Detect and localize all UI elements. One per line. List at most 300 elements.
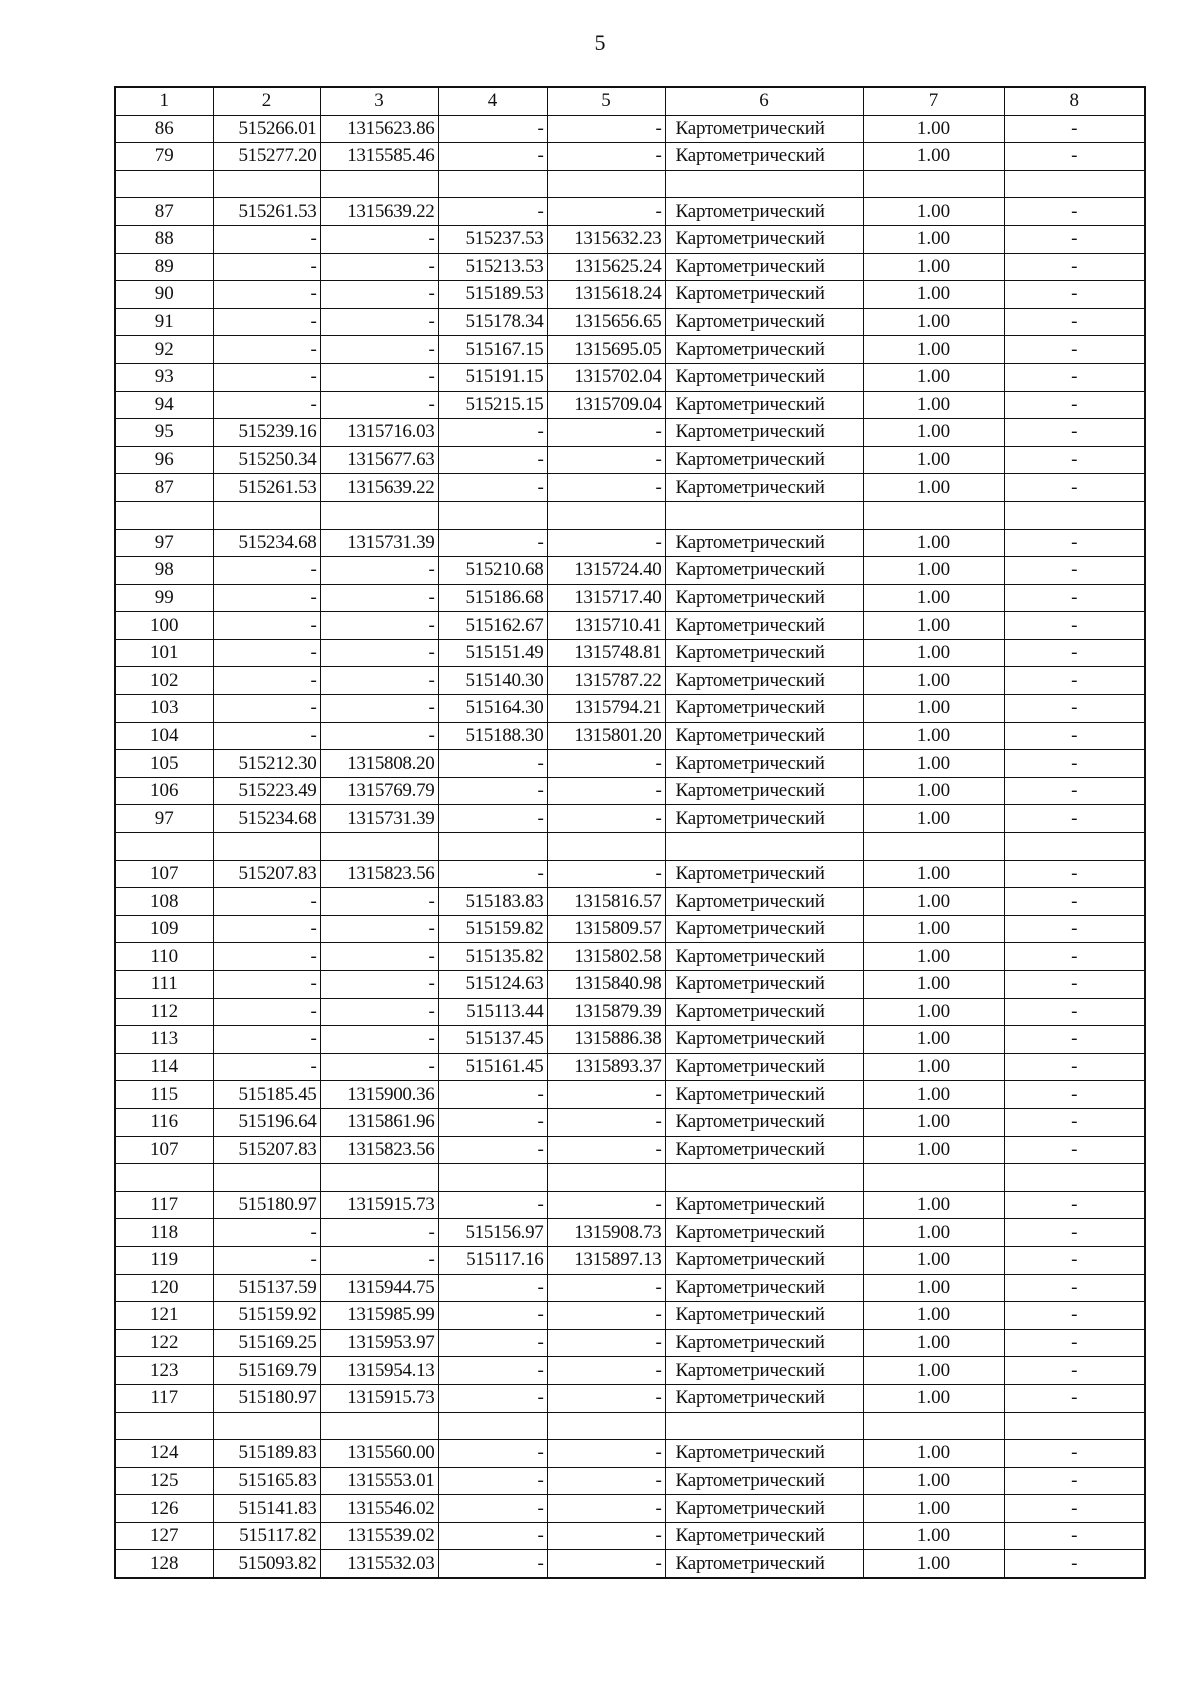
table-cell	[438, 1412, 547, 1440]
table-cell: 515161.45	[438, 1053, 547, 1081]
table-cell	[320, 170, 438, 198]
table-cell	[665, 833, 863, 861]
table-cell: -	[213, 1219, 320, 1247]
table-cell: Картометрический	[665, 1026, 863, 1054]
table-cell: -	[1004, 225, 1145, 253]
table-cell: -	[213, 888, 320, 916]
table-cell: 1.00	[863, 391, 1004, 419]
table-row	[115, 363, 1145, 391]
table-cell: 99	[115, 584, 213, 612]
table-cell: -	[438, 1467, 547, 1495]
table-cell: -	[1004, 1467, 1145, 1495]
table-cell: -	[1004, 1191, 1145, 1219]
table-cell: 515237.53	[438, 225, 547, 253]
table-cell: 1.00	[863, 750, 1004, 778]
table-cell: -	[438, 446, 547, 474]
table-cell: -	[1004, 1522, 1145, 1550]
table-cell: 1.00	[863, 777, 1004, 805]
table-cell: 98	[115, 557, 213, 585]
table-cell: 515277.20	[213, 143, 320, 171]
table-row	[115, 915, 1145, 943]
table-cell: -	[1004, 667, 1145, 695]
table-cell: 1.00	[863, 1495, 1004, 1523]
table-row	[115, 750, 1145, 778]
table-cell: 515196.64	[213, 1108, 320, 1136]
table-cell	[438, 170, 547, 198]
table-cell	[863, 1412, 1004, 1440]
table-cell: -	[1004, 198, 1145, 226]
table-cell: 88	[115, 225, 213, 253]
table-cell: 515183.83	[438, 888, 547, 916]
table-cell: -	[1004, 750, 1145, 778]
table-cell: 121	[115, 1302, 213, 1330]
table-row	[115, 584, 1145, 612]
table-cell	[438, 1164, 547, 1192]
table-cell: -	[213, 336, 320, 364]
table-cell: -	[438, 1357, 547, 1385]
table-cell: 1315560.00	[320, 1440, 438, 1468]
table-cell: -	[213, 253, 320, 281]
table-cell: 1315532.03	[320, 1550, 438, 1578]
table-cell: 1.00	[863, 281, 1004, 309]
table-cell: -	[213, 998, 320, 1026]
table-row	[115, 1384, 1145, 1412]
table-cell: -	[547, 198, 665, 226]
table-cell: 115	[115, 1081, 213, 1109]
table-cell: -	[547, 1108, 665, 1136]
table-cell	[438, 501, 547, 529]
table-cell: 1315985.99	[320, 1302, 438, 1330]
table-cell: Картометрический	[665, 1219, 863, 1247]
table-cell: 1315632.23	[547, 225, 665, 253]
table-cell	[547, 501, 665, 529]
table-cell	[115, 170, 213, 198]
table-cell: -	[320, 1026, 438, 1054]
table-cell: 106	[115, 777, 213, 805]
table-cell: 515212.30	[213, 750, 320, 778]
table-row	[115, 1522, 1145, 1550]
table-cell: Картометрический	[665, 1495, 863, 1523]
table-row	[115, 225, 1145, 253]
table-cell: 515189.83	[213, 1440, 320, 1468]
table-cell: 1315897.13	[547, 1246, 665, 1274]
column-header: 2	[213, 87, 320, 115]
table-row	[115, 805, 1145, 833]
table-cell: 1315900.36	[320, 1081, 438, 1109]
table-cell	[547, 1412, 665, 1440]
table-cell: 1315639.22	[320, 474, 438, 502]
table-cell: 1315553.01	[320, 1467, 438, 1495]
table-cell: 515213.53	[438, 253, 547, 281]
table-row	[115, 308, 1145, 336]
table-cell: 515261.53	[213, 198, 320, 226]
table-separator-row	[115, 1412, 1145, 1440]
table-row	[115, 253, 1145, 281]
table-cell: 515261.53	[213, 474, 320, 502]
table-cell: Картометрический	[665, 1246, 863, 1274]
table-cell: -	[1004, 998, 1145, 1026]
table-cell: 1.00	[863, 584, 1004, 612]
table-cell: -	[438, 750, 547, 778]
table-cell: -	[320, 1053, 438, 1081]
table-cell: 1315794.21	[547, 695, 665, 723]
table-row	[115, 1495, 1145, 1523]
table-cell	[213, 501, 320, 529]
table-cell: -	[1004, 584, 1145, 612]
table-cell: 105	[115, 750, 213, 778]
table-cell: -	[1004, 1026, 1145, 1054]
table-cell: Картометрический	[665, 1440, 863, 1468]
table-cell: 515189.53	[438, 281, 547, 309]
table-cell: 515093.82	[213, 1550, 320, 1578]
table-cell: Картометрический	[665, 1191, 863, 1219]
table-cell: Картометрический	[665, 1522, 863, 1550]
table-cell: 1.00	[863, 998, 1004, 1026]
table-cell: 515135.82	[438, 943, 547, 971]
table-separator-row	[115, 501, 1145, 529]
table-cell	[665, 1164, 863, 1192]
table-cell	[115, 1164, 213, 1192]
table-cell: -	[213, 225, 320, 253]
table-cell	[320, 1164, 438, 1192]
table-cell: 1315724.40	[547, 557, 665, 585]
table-cell: 113	[115, 1026, 213, 1054]
table-cell: -	[213, 391, 320, 419]
table-cell: -	[547, 1522, 665, 1550]
table-cell: 1.00	[863, 860, 1004, 888]
table-cell	[1004, 1412, 1145, 1440]
table-cell: 515137.59	[213, 1274, 320, 1302]
table-cell: 1.00	[863, 1522, 1004, 1550]
table-cell: 108	[115, 888, 213, 916]
table-cell: 1.00	[863, 888, 1004, 916]
table-separator-row	[115, 833, 1145, 861]
table-cell: 515165.83	[213, 1467, 320, 1495]
table-cell: 515178.34	[438, 308, 547, 336]
column-header: 4	[438, 87, 547, 115]
table-cell: 117	[115, 1384, 213, 1412]
table-cell: 1.00	[863, 143, 1004, 171]
table-cell: 120	[115, 1274, 213, 1302]
table-cell: 1315816.57	[547, 888, 665, 916]
table-cell: 1.00	[863, 1550, 1004, 1578]
table-cell: -	[213, 1246, 320, 1274]
table-cell: -	[438, 143, 547, 171]
table-cell: 1.00	[863, 308, 1004, 336]
table-cell	[115, 833, 213, 861]
table-cell: -	[1004, 529, 1145, 557]
table-cell: 1315915.73	[320, 1191, 438, 1219]
table-cell: -	[1004, 805, 1145, 833]
table-header-row	[115, 87, 1145, 115]
table-cell: -	[320, 667, 438, 695]
table-cell: 118	[115, 1219, 213, 1247]
table-cell: 79	[115, 143, 213, 171]
table-cell: 515250.34	[213, 446, 320, 474]
table-cell: 515117.82	[213, 1522, 320, 1550]
table-cell	[213, 833, 320, 861]
table-cell: 87	[115, 198, 213, 226]
table-cell: 101	[115, 639, 213, 667]
table-cell: 126	[115, 1495, 213, 1523]
table-cell: 1.00	[863, 1219, 1004, 1247]
table-cell: 1.00	[863, 722, 1004, 750]
table-cell: 1.00	[863, 1053, 1004, 1081]
table-cell: 1315769.79	[320, 777, 438, 805]
table-cell: -	[1004, 1329, 1145, 1357]
table-row	[115, 1274, 1145, 1302]
table-cell: -	[438, 1495, 547, 1523]
table-cell: 94	[115, 391, 213, 419]
table-cell: 1.00	[863, 198, 1004, 226]
table-cell: Картометрический	[665, 391, 863, 419]
table-cell: -	[547, 1495, 665, 1523]
table-cell: -	[213, 695, 320, 723]
table-cell: -	[320, 998, 438, 1026]
table-cell: 1315893.37	[547, 1053, 665, 1081]
table-cell: 117	[115, 1191, 213, 1219]
table-cell: Картометрический	[665, 667, 863, 695]
table-cell: 1315840.98	[547, 971, 665, 999]
table-cell: 515169.79	[213, 1357, 320, 1385]
table-cell: 515207.83	[213, 1136, 320, 1164]
table-cell: 110	[115, 943, 213, 971]
table-cell: 114	[115, 1053, 213, 1081]
table-row	[115, 888, 1145, 916]
table-cell: 1315656.65	[547, 308, 665, 336]
table-cell: 90	[115, 281, 213, 309]
table-cell	[213, 1164, 320, 1192]
table-cell: -	[547, 1384, 665, 1412]
table-cell: -	[1004, 419, 1145, 447]
table-cell: -	[1004, 391, 1145, 419]
table-cell: 1315625.24	[547, 253, 665, 281]
table-cell: -	[320, 584, 438, 612]
table-cell: -	[438, 474, 547, 502]
table-cell: 103	[115, 695, 213, 723]
table-cell: Картометрический	[665, 557, 863, 585]
table-cell: 1315539.02	[320, 1522, 438, 1550]
table-cell: Картометрический	[665, 446, 863, 474]
table-cell: -	[547, 777, 665, 805]
table-cell: Картометрический	[665, 777, 863, 805]
table-cell: -	[1004, 1550, 1145, 1578]
table-cell: -	[438, 1191, 547, 1219]
table-row	[115, 722, 1145, 750]
table-cell: -	[547, 1302, 665, 1330]
table-cell: Картометрический	[665, 1329, 863, 1357]
table-cell: -	[1004, 915, 1145, 943]
table-row	[115, 1108, 1145, 1136]
table-cell: 1315585.46	[320, 143, 438, 171]
table-cell: 107	[115, 1136, 213, 1164]
table-cell: -	[320, 391, 438, 419]
table-cell	[115, 1412, 213, 1440]
table-cell: 515117.16	[438, 1246, 547, 1274]
table-cell: 1315953.97	[320, 1329, 438, 1357]
table-cell: -	[1004, 1136, 1145, 1164]
table-cell: -	[1004, 722, 1145, 750]
table-cell: 1.00	[863, 225, 1004, 253]
table-cell: 515140.30	[438, 667, 547, 695]
table-cell	[1004, 501, 1145, 529]
table-cell: Картометрический	[665, 695, 863, 723]
table-cell: 1315748.81	[547, 639, 665, 667]
table-cell: 515124.63	[438, 971, 547, 999]
table-cell: -	[438, 1329, 547, 1357]
table-cell: -	[438, 1108, 547, 1136]
table-cell: Картометрический	[665, 805, 863, 833]
table-cell: Картометрический	[665, 1357, 863, 1385]
table-row	[115, 1550, 1145, 1578]
table-cell: 1.00	[863, 1081, 1004, 1109]
table-cell: 1.00	[863, 805, 1004, 833]
table-cell: 1315823.56	[320, 860, 438, 888]
table-cell: -	[213, 943, 320, 971]
table-cell: 515167.15	[438, 336, 547, 364]
table-cell: 1.00	[863, 1384, 1004, 1412]
table-cell: 1315677.63	[320, 446, 438, 474]
table-row	[115, 1440, 1145, 1468]
table-cell: -	[547, 446, 665, 474]
table-row	[115, 557, 1145, 585]
table-cell: 1.00	[863, 1467, 1004, 1495]
table-separator-row	[115, 1164, 1145, 1192]
table-cell: -	[547, 143, 665, 171]
table-row	[115, 860, 1145, 888]
table-cell: 1315710.41	[547, 612, 665, 640]
table-cell: 515215.15	[438, 391, 547, 419]
table-cell: 515185.45	[213, 1081, 320, 1109]
table-cell: 1.00	[863, 1274, 1004, 1302]
table-row	[115, 115, 1145, 143]
table-cell	[320, 833, 438, 861]
table-cell: 1315808.20	[320, 750, 438, 778]
table-row	[115, 446, 1145, 474]
table-cell: 1.00	[863, 667, 1004, 695]
table-cell	[863, 170, 1004, 198]
table-cell: 1315809.57	[547, 915, 665, 943]
table-cell: 1.00	[863, 1329, 1004, 1357]
table-cell: 107	[115, 860, 213, 888]
table-row	[115, 943, 1145, 971]
table-cell: 122	[115, 1329, 213, 1357]
table-cell: Картометрический	[665, 943, 863, 971]
table-cell: 109	[115, 915, 213, 943]
table-cell: 93	[115, 363, 213, 391]
table-cell: 515156.97	[438, 1219, 547, 1247]
table-cell: 97	[115, 805, 213, 833]
table-cell	[1004, 170, 1145, 198]
table-cell: 95	[115, 419, 213, 447]
table-cell: Картометрический	[665, 750, 863, 778]
table-cell: 515164.30	[438, 695, 547, 723]
table-cell: -	[438, 1136, 547, 1164]
table-cell: -	[1004, 336, 1145, 364]
table-cell: 116	[115, 1108, 213, 1136]
table-cell: Картометрический	[665, 722, 863, 750]
table-row	[115, 1026, 1145, 1054]
table-cell: -	[213, 915, 320, 943]
table-cell: -	[320, 888, 438, 916]
table-cell: 124	[115, 1440, 213, 1468]
table-cell: 1315546.02	[320, 1495, 438, 1523]
table-cell: 1315944.75	[320, 1274, 438, 1302]
table-cell	[665, 170, 863, 198]
table-cell: -	[1004, 695, 1145, 723]
table-cell: -	[1004, 557, 1145, 585]
table-row	[115, 198, 1145, 226]
table-cell: 127	[115, 1522, 213, 1550]
column-header: 8	[1004, 87, 1145, 115]
table-cell: Картометрический	[665, 198, 863, 226]
table-cell: Картометрический	[665, 529, 863, 557]
table-cell: -	[213, 971, 320, 999]
table-cell: -	[320, 253, 438, 281]
table-cell: 125	[115, 1467, 213, 1495]
table-cell: 515234.68	[213, 805, 320, 833]
table-cell: 1315623.86	[320, 115, 438, 143]
table-cell: 1315717.40	[547, 584, 665, 612]
table-cell	[438, 833, 547, 861]
table-cell: -	[320, 225, 438, 253]
table-cell: -	[320, 639, 438, 667]
table-cell: -	[1004, 474, 1145, 502]
table-cell: 1.00	[863, 474, 1004, 502]
table-cell	[115, 501, 213, 529]
table-cell: 128	[115, 1550, 213, 1578]
table-cell: 1.00	[863, 529, 1004, 557]
table-row	[115, 529, 1145, 557]
table-cell: 1.00	[863, 1302, 1004, 1330]
table-cell: 1.00	[863, 943, 1004, 971]
table-cell: -	[213, 281, 320, 309]
table-row	[115, 1329, 1145, 1357]
table-cell: -	[1004, 943, 1145, 971]
table-row	[115, 667, 1145, 695]
table-cell: -	[547, 1550, 665, 1578]
table-cell: 1315823.56	[320, 1136, 438, 1164]
table-cell	[547, 833, 665, 861]
table-cell: -	[547, 1081, 665, 1109]
column-header: 3	[320, 87, 438, 115]
table-cell: 1315618.24	[547, 281, 665, 309]
table-cell: -	[1004, 253, 1145, 281]
table-cell: -	[320, 1219, 438, 1247]
table-cell: 515234.68	[213, 529, 320, 557]
table-row	[115, 1053, 1145, 1081]
table-cell: -	[320, 915, 438, 943]
table-cell: -	[1004, 1081, 1145, 1109]
table-cell: -	[1004, 143, 1145, 171]
table-cell: 1315702.04	[547, 363, 665, 391]
table-cell	[320, 501, 438, 529]
table-cell	[1004, 833, 1145, 861]
table-cell: 89	[115, 253, 213, 281]
table-cell	[665, 501, 863, 529]
table-cell: -	[1004, 888, 1145, 916]
table-cell: -	[213, 639, 320, 667]
table-cell: -	[547, 860, 665, 888]
table-cell: -	[438, 1550, 547, 1578]
table-row	[115, 143, 1145, 171]
table-cell: -	[547, 115, 665, 143]
table-cell: 92	[115, 336, 213, 364]
table-cell: Картометрический	[665, 308, 863, 336]
table-cell: 1.00	[863, 446, 1004, 474]
table-cell: 1315886.38	[547, 1026, 665, 1054]
table-cell: 1.00	[863, 1191, 1004, 1219]
